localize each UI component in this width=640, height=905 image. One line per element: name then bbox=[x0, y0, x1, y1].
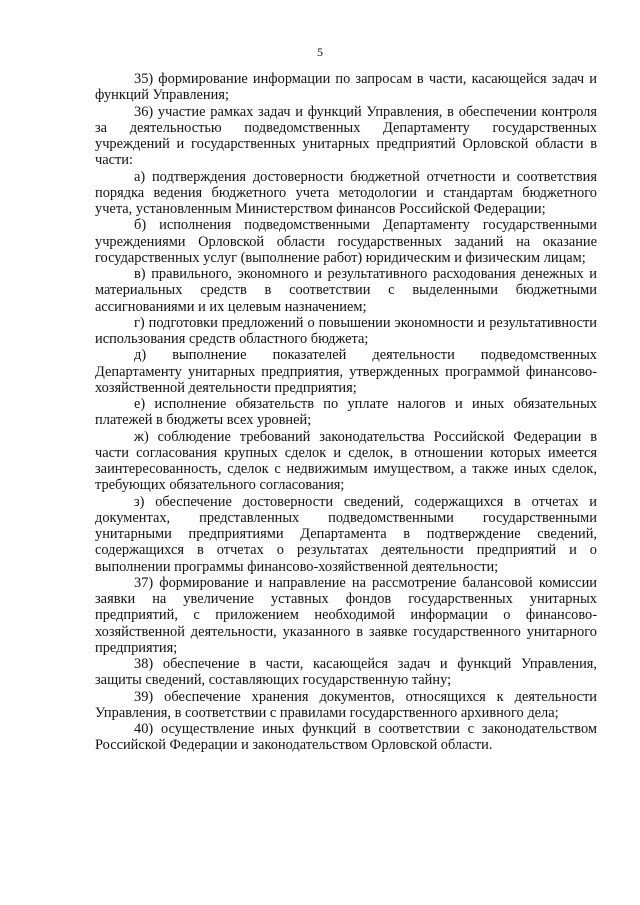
paragraph-38: 38) обеспечение в части, касающейся задач и функций Управления, защиты сведений, составляющих государственную тайну; bbox=[95, 656, 597, 689]
document-body bbox=[95, 71, 597, 754]
page-number: 5 bbox=[317, 45, 323, 59]
paragraph-36-zh: ж) соблюдение требований законодательства Российской Федерации в части согласования крупных сделок и сделок, в отношении которых имеется заинтересованность, сделок с недвижимым имуществом, а также иных сделок, требующих обязательного согласования; bbox=[95, 428, 597, 494]
paragraph-36-v: в) правильного, экономного и результативного расходования денежных и материальных средств в соответствии с выделенными бюджетными ассигнованиями и их целевым назначением; bbox=[95, 266, 597, 315]
paragraph-40: 40) осуществление иных функций в соответствии с законодательством Российской Федерации и законодательством Орловской области. bbox=[95, 721, 597, 754]
paragraph-36-g: г) подготовки предложений о повышении экономности и результативности использования средств областного бюджета; bbox=[95, 314, 597, 347]
paragraph-36-z: з) обеспечение достоверности сведений, содержащихся в отчетах и документах, представленных подведомственными государственными унитарными предприятиями Департамента в подтверждение сведений, содержащихся в отчетах о результатах деятельности предприятий и о выполнении программы финансово-хозяйственной деятельности; bbox=[95, 493, 597, 575]
paragraph-37: 37) формирование и направление на рассмотрение балансовой комиссии заявки на увеличение уставных фондов государственных унитарных предприятий, с приложением необходимой информации о финансово-хозяйственной деятельности, указанного в заявке государственного унитарного предприятия; bbox=[95, 574, 597, 656]
paragraph-39: 39) обеспечение хранения документов, относящихся к деятельности Управления, в соответствии с правилами государственного архивного дела; bbox=[95, 688, 597, 721]
paragraph-35: 35) формирование информации по запросам в части, касающейся задач и функций Управления; bbox=[95, 71, 597, 104]
paragraph-36: 36) участие рамках задач и функций Управления, в обеспечении контроля за деятельностью подведомственных Департаменту государственных учреждений и государственных унитарных предприятий Орловской области в части: bbox=[95, 103, 597, 169]
paragraph-36-b: б) исполнения подведомственными Департаменту государственными учреждениями Орловской области государственных заданий на оказание государственных услуг (выполнение работ) юридическим и физическим лицам; bbox=[95, 217, 597, 266]
paragraph-36-a: а) подтверждения достоверности бюджетной отчетности и соответствия порядка ведения бюджетного учета методологии и стандартам бюджетного учета, установленным Министерством финансов Российской Федерации; bbox=[95, 168, 597, 217]
paragraph-36-d: д) выполнение показателей деятельности подведомственных Департаменту унитарных предприятия, утвержденных программой финансово-хозяйственной деятельности предприятия; bbox=[95, 347, 597, 396]
paragraph-36-e: е) исполнение обязательств по уплате налогов и иных обязательных платежей в бюджеты всех уровней; bbox=[95, 396, 597, 429]
